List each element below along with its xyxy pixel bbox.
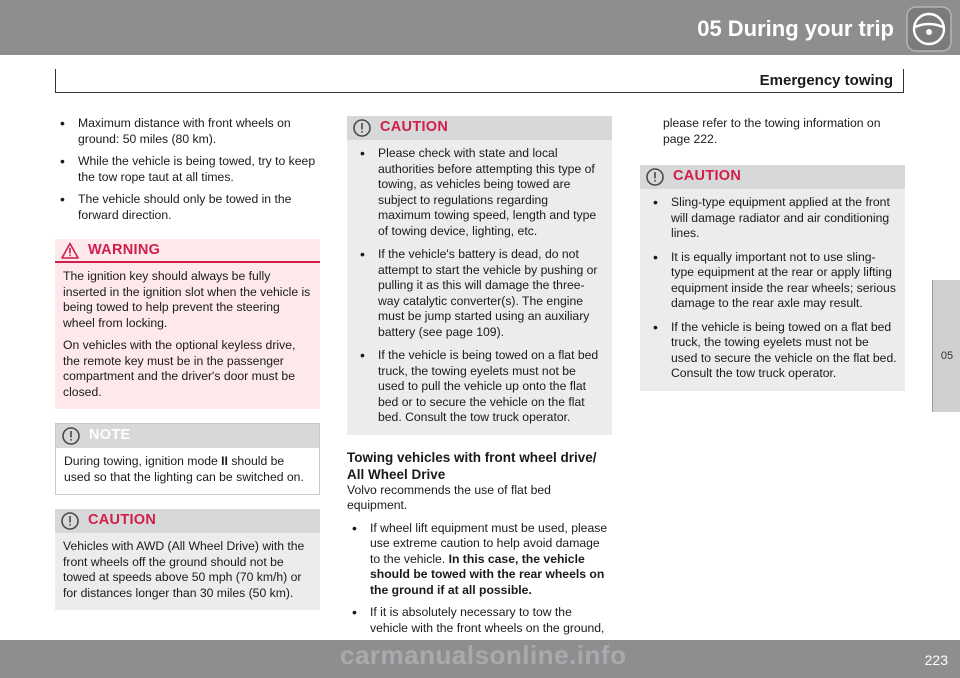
caution-list [648,195,897,382]
caution-icon [61,512,79,530]
column-3 [640,116,905,405]
chapter-tab-label: 05 [940,350,954,362]
caution-body [640,189,905,391]
list-item: • If the vehicle's battery is dead, do not attempt to start the vehicle by pushing or pulling it as this will damage the three-way catalytic converter(s). The engine must be jump started using an auxiliary battery (see page 109). [355,247,604,340]
caution-icon [646,168,664,186]
note-header [56,424,319,448]
warning-box [55,239,320,409]
ignition-mode: II [221,454,228,468]
warning-title: WARNING [88,242,161,258]
caution-title: CAUTION [88,512,157,528]
steering-wheel-icon [906,6,952,52]
caution-header [640,165,905,189]
section-bar [55,69,904,93]
section-title: Emergency towing [759,72,893,89]
list-item: • If the vehicle is being towed on a flat bed truck, the towing eyelets must not be used to secure the vehicle on the flat bed. Consult the tow truck operator. [648,320,897,382]
note-box [55,423,320,495]
caution-body [55,533,320,610]
list-item: • If the vehicle is being towed on a flat bed truck, the towing eyelets must not be used to pull the vehicle up onto the flat bed or to secure the vehicle on the flat bed. Consult the tow truck operator. [355,348,604,426]
warning-triangle-icon [61,242,79,260]
page-number: 223 [924,652,948,668]
list-item: • The vehicle should only be towed in the forward direction. [55,192,320,223]
warning-header [55,239,320,263]
intro-paragraph: Volvo recommends the use of flat bed equipment. [347,482,551,512]
wheel-lift-emphasis: In this case, the vehicle should be towed with the rear wheels on the ground if at all possible. [370,551,605,597]
note-text-end: should be used so that the lighting can be switched on. [64,454,304,484]
caution-title: CAUTION [380,119,449,135]
note-text [64,454,311,485]
watermark: carmanualsonline.info [340,640,627,670]
section-subhead: Towing vehicles with front wheel drive/ All Wheel Drive [347,449,597,482]
warning-paragraph: On vehicles with the optional keyless drive, the remote key must be in the passenger compartment and the driver's door must be closed. [63,338,296,399]
warning-paragraph: The ignition key should always be fully inserted in the ignition slot when the vehicle is being towed to help prevent the steering wheel from locking. [63,269,311,330]
towing-method-list [347,521,612,637]
list-item: • Maximum distance with front wheels on ground: 50 miles (80 km). [55,116,320,147]
column-1 [55,116,320,624]
list-item: • While the vehicle is being towed, try to keep the tow rope taut at all times. [55,154,320,185]
caution-text: Vehicles with AWD (All Wheel Drive) with the front wheels off the ground should not be towed at speeds above 50 mph (70 km/h) or for distances longer than 30 miles (50 km). [63,539,305,600]
caution-box-regulations [347,116,612,435]
caution-box-sling [640,165,905,391]
caution-title: CAUTION [673,168,742,184]
warning-body [55,263,320,409]
wheel-lift-text: If wheel lift equipment must be used, please use extreme caution to help avoid damage to the vehicle. [370,520,608,566]
header-band [0,0,960,55]
list-item: • Sling-type equipment applied at the front will damage radiator and air conditioning lines. [648,195,897,242]
info-icon [62,427,80,445]
caution-icon [353,119,371,137]
continuation-paragraph: please refer to the towing information on page 222. [663,116,881,146]
chapter-title: 05 During your trip [697,16,894,41]
chapter-tab [932,280,960,412]
caution-header [55,509,320,533]
caution-body [347,140,612,435]
caution-header [347,116,612,140]
note-text-start: During towing, ignition mode [64,454,222,468]
list-item: • It is equally important not to use sling-type equipment at the rear or apply lifting equipment inside the rear wheels; serious damage to the rear axle may result. [648,250,897,312]
list-item [347,521,612,599]
column-2 [347,116,612,643]
list-item: • Please check with state and local authorities before attempting this type of towing, as vehicles being towed are subject to regulations regarding maximum towing speed, length and type of towing device, lighting, etc. [355,146,604,239]
note-title: NOTE [89,427,131,443]
towing-limits-list [55,116,320,223]
list-item: • If it is absolutely necessary to tow the vehicle with the front wheels on the ground, [347,605,612,636]
note-body [56,448,319,494]
caution-list [355,146,604,426]
caution-box-awd [55,509,320,610]
